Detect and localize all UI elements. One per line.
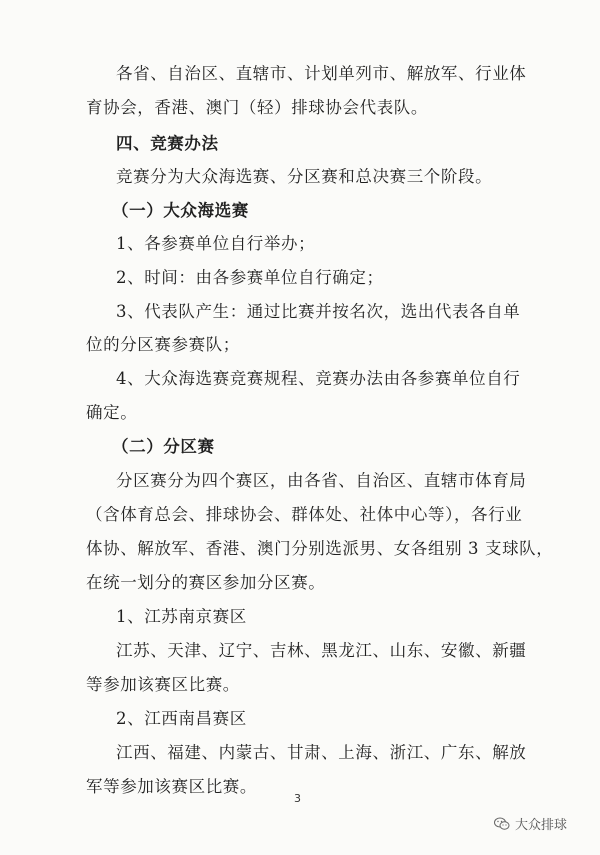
subsection-heading: （一）大众海选赛 bbox=[112, 201, 249, 220]
paragraph-line: 分区赛分为四个赛区，由各省、自治区、直辖市体育局 bbox=[116, 471, 527, 490]
paragraph-line: 江西、福建、内蒙古、甘肃、上海、浙江、广东、解放 bbox=[116, 743, 527, 762]
list-item: 1、各参赛单位自行举办； bbox=[116, 234, 316, 253]
paragraph-line: 竞赛分为大众海选赛、分区赛和总决赛三个阶段。 bbox=[116, 167, 493, 186]
watermark-text: 大众排球 bbox=[515, 818, 568, 833]
paragraph-line: 在统一划分的赛区参加分区赛。 bbox=[86, 573, 326, 592]
list-item: 4、大众海选赛竞赛规程、竞赛办法由各参赛单位自行 bbox=[116, 369, 521, 388]
section-heading: 四、竞赛办法 bbox=[116, 134, 219, 153]
list-item-continuation: 确定。 bbox=[86, 403, 138, 422]
paragraph-line: 体协、解放军、香港、澳门分别选派男、女各组别 3 支球队， bbox=[86, 539, 554, 558]
paragraph-line: 各省、自治区、直辖市、计划单列市、解放军、行业体 bbox=[116, 64, 527, 83]
wechat-icon bbox=[494, 817, 510, 831]
paragraph-line: 等参加该赛区比赛。 bbox=[86, 675, 240, 694]
subsection-heading: （二）分区赛 bbox=[112, 437, 215, 456]
paragraph-line: 育协会，香港、澳门（轻）排球协会代表队。 bbox=[86, 98, 428, 117]
list-item: 3、代表队产生：通过比赛并按名次，选出代表各自单 bbox=[116, 302, 521, 321]
list-item: 2、江西南昌赛区 bbox=[116, 709, 247, 728]
paragraph-line: （含体育总会、排球协会、群体处、社体中心等），各行业 bbox=[86, 505, 523, 524]
list-item-continuation: 位的分区赛参赛队； bbox=[86, 335, 240, 354]
watermark bbox=[494, 814, 567, 833]
paragraph-line: 军等参加该赛区比赛。 bbox=[86, 777, 257, 796]
list-item: 2、时间：由各参赛单位自行确定； bbox=[116, 268, 384, 287]
list-item: 1、江苏南京赛区 bbox=[116, 607, 247, 626]
page-number: 3 bbox=[294, 792, 301, 805]
paragraph-line: 江苏、天津、辽宁、吉林、黑龙江、山东、安徽、新疆 bbox=[116, 641, 527, 660]
